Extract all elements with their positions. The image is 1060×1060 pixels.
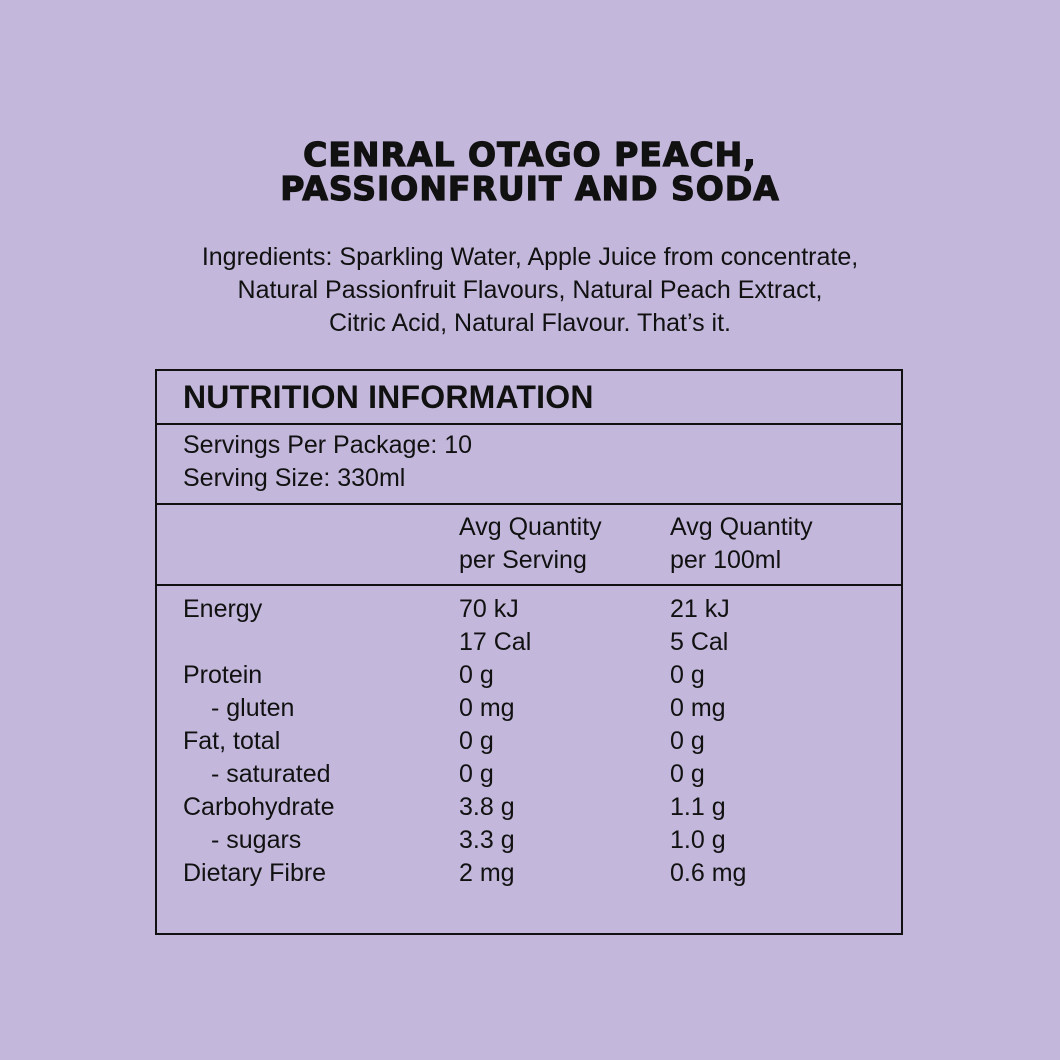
per-serving-value: 3.8 g (459, 793, 515, 821)
product-title-line-1: CENRAL OTAGO PEACH, (303, 135, 757, 174)
per-serving-value: 0 g (459, 661, 494, 689)
nutrient-label: - saturated (211, 760, 331, 788)
nutrient-label: Energy (183, 595, 263, 623)
per-100ml-value: 1.0 g (670, 826, 726, 854)
serving-size: Serving Size: 330ml (183, 464, 406, 492)
col-per-serving-line-2: per Serving (459, 546, 587, 574)
per-100ml-value: 21 kJ (670, 595, 730, 623)
nutrition-panel (155, 369, 903, 935)
table-row (157, 758, 901, 791)
nutrient-label: - gluten (211, 694, 295, 722)
table-row (157, 824, 901, 857)
per-serving-value: 2 mg (459, 859, 515, 887)
per-100ml-value: 5 Cal (670, 628, 729, 656)
per-serving-value: 0 g (459, 727, 494, 755)
ingredients-line-1: Ingredients: Sparkling Water, Apple Juice from concentrate, (201, 243, 859, 271)
col-per-100ml-line-2: per 100ml (670, 546, 782, 574)
table-row (157, 725, 901, 758)
per-serving-value: 70 kJ (459, 595, 519, 623)
table-row (157, 692, 901, 725)
nutrient-label: Protein (183, 661, 263, 689)
per-serving-value: 0 g (459, 760, 494, 788)
per-100ml-value: 0.6 mg (670, 859, 747, 887)
servings-per-package: Servings Per Package: 10 (183, 431, 473, 459)
per-serving-value: 0 mg (459, 694, 515, 722)
product-title-line-2: PASSIONFRUIT AND SODA (280, 169, 780, 208)
per-100ml-value: 0 mg (670, 694, 726, 722)
ingredients-text (0, 241, 1060, 340)
table-row (157, 626, 901, 659)
nutrition-header (157, 371, 901, 425)
per-serving-value: 17 Cal (459, 628, 532, 656)
per-serving-value: 3.3 g (459, 826, 515, 854)
table-row (157, 593, 901, 626)
col-per-100ml-line-1: Avg Quantity (670, 513, 813, 541)
product-title (0, 135, 1060, 208)
nutrient-label: Fat, total (183, 727, 281, 755)
nutrition-heading: NUTRITION INFORMATION (183, 379, 594, 415)
column-headers (157, 505, 901, 586)
ingredients-line-3: Citric Acid, Natural Flavour. That’s it. (328, 309, 731, 337)
ingredients-line-2: Natural Passionfruit Flavours, Natural Peach Extract, (237, 276, 823, 304)
per-100ml-value: 0 g (670, 760, 705, 788)
nutrient-label: Carbohydrate (183, 793, 335, 821)
table-row (157, 857, 901, 890)
table-row (157, 791, 901, 824)
per-100ml-value: 1.1 g (670, 793, 726, 821)
table-row (157, 659, 901, 692)
col-per-serving-line-1: Avg Quantity (459, 513, 602, 541)
nutrient-label: - sugars (211, 826, 302, 854)
per-100ml-value: 0 g (670, 727, 705, 755)
nutrition-rows (157, 593, 901, 890)
nutrient-label: Dietary Fibre (183, 859, 327, 887)
per-100ml-value: 0 g (670, 661, 705, 689)
servings-section (157, 425, 901, 505)
